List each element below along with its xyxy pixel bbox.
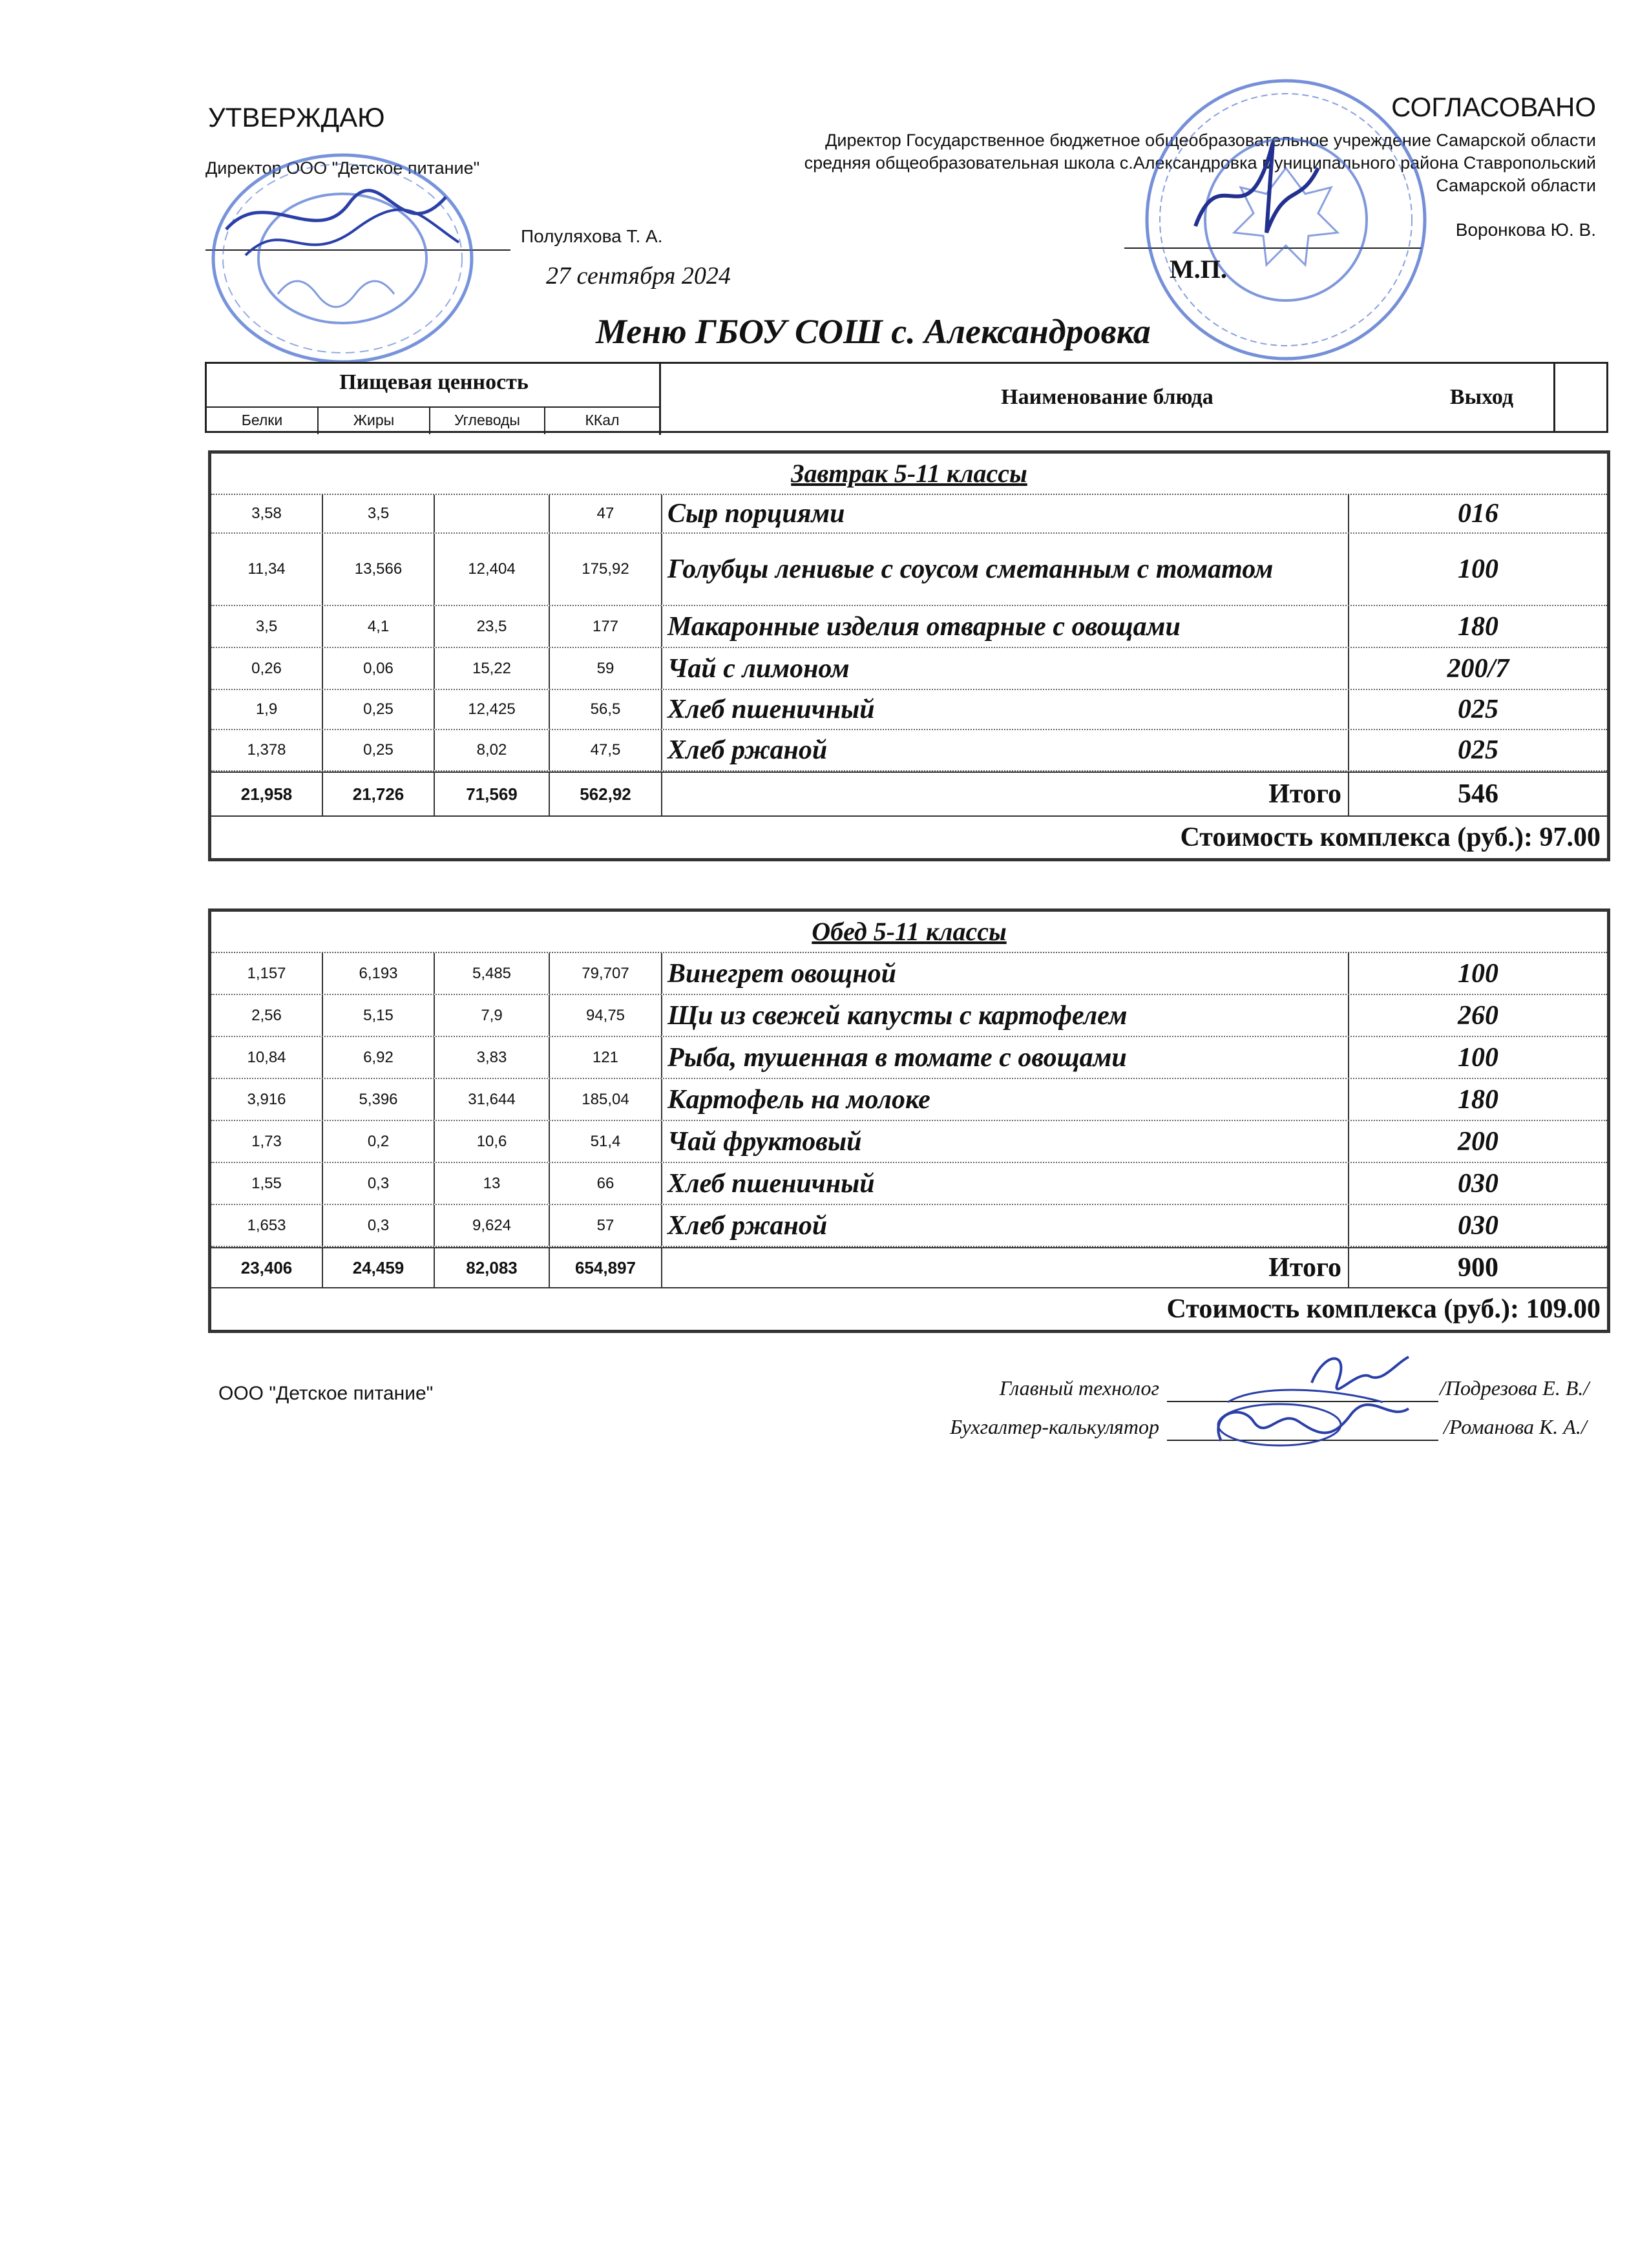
approve-title: УТВЕРЖДАЮ xyxy=(208,102,385,132)
col-fat: Жиры xyxy=(319,408,430,434)
table-row xyxy=(211,1205,1607,1247)
agree-name: Воронкова Ю. В. xyxy=(1455,220,1596,240)
table-row xyxy=(211,1121,1607,1163)
table-row xyxy=(211,606,1607,648)
total-kcal: 562,92 xyxy=(550,773,662,815)
cell-protein: 1,653 xyxy=(211,1205,323,1246)
cell-kcal: 47,5 xyxy=(550,730,662,770)
cell-fat: 0,3 xyxy=(323,1163,435,1204)
cell-protein: 1,73 xyxy=(211,1121,323,1162)
cell-fat: 13,566 xyxy=(323,534,435,605)
cell-carbs xyxy=(435,495,550,532)
col-dish: Наименование блюда xyxy=(661,364,1555,431)
cell-protein: 3,916 xyxy=(211,1079,323,1120)
total-protein: 21,958 xyxy=(211,773,323,815)
cell-carbs: 7,9 xyxy=(435,995,550,1036)
cell-dish: Сыр порциями xyxy=(662,495,1349,532)
total-output: 900 xyxy=(1458,1253,1498,1283)
cell-fat: 3,5 xyxy=(323,495,435,532)
cell-fat: 6,92 xyxy=(323,1037,435,1078)
cell-fat: 4,1 xyxy=(323,606,435,647)
cell-carbs: 23,5 xyxy=(435,606,550,647)
table-row xyxy=(211,495,1607,534)
cell-carbs: 31,644 xyxy=(435,1079,550,1120)
total-carbs: 82,083 xyxy=(435,1248,550,1287)
cell-fat: 5,15 xyxy=(323,995,435,1036)
right-stamp-seal xyxy=(1137,78,1434,381)
cost-row: Стоимость комплекса (руб.): 97.00 xyxy=(211,815,1607,858)
cell-kcal: 94,75 xyxy=(550,995,662,1036)
cell-protein: 11,34 xyxy=(211,534,323,605)
cell-fat: 5,396 xyxy=(323,1079,435,1120)
total-label: Итого xyxy=(662,773,1349,815)
accountant-role: Бухгалтер-калькулятор xyxy=(950,1415,1159,1438)
cell-carbs: 9,624 xyxy=(435,1205,550,1246)
footer-org: ООО "Детское питание" xyxy=(218,1383,434,1404)
total-kcal: 654,897 xyxy=(550,1248,662,1287)
cell-protein: 1,157 xyxy=(211,953,323,994)
cell-kcal: 175,92 xyxy=(550,534,662,605)
footer-signatures xyxy=(1202,1344,1434,1454)
agree-title: СОГЛАСОВАНО xyxy=(1391,92,1596,122)
cell-output: 200/7 xyxy=(1447,653,1509,684)
section-title: Обед 5-11 классы xyxy=(211,912,1607,953)
cell-dish: Хлеб ржаной xyxy=(662,1205,1349,1246)
total-fat: 21,726 xyxy=(323,773,435,815)
cell-kcal: 177 xyxy=(550,606,662,647)
page-title: Меню ГБОУ СОШ с. Александровка xyxy=(596,312,1151,351)
cell-kcal: 47 xyxy=(550,495,662,532)
table-header xyxy=(205,362,1608,433)
cell-protein: 3,5 xyxy=(211,606,323,647)
total-output: 546 xyxy=(1458,779,1498,809)
cell-dish: Рыба, тушенная в томате с овощами xyxy=(662,1037,1349,1078)
table-row xyxy=(211,953,1607,995)
cell-output: 025 xyxy=(1458,695,1498,724)
cell-kcal: 59 xyxy=(550,648,662,689)
cell-carbs: 5,485 xyxy=(435,953,550,994)
cell-dish: Чай фруктовый xyxy=(662,1121,1349,1162)
col-output: Выход xyxy=(1449,385,1514,409)
cell-dish: Чай с лимоном xyxy=(662,648,1349,689)
approve-name: Полуляхова Т. А. xyxy=(521,226,663,246)
cell-protein: 0,26 xyxy=(211,648,323,689)
cell-dish: Картофель на молоке xyxy=(662,1079,1349,1120)
cell-output: 100 xyxy=(1458,1042,1498,1073)
table-row xyxy=(211,730,1607,772)
cell-output: 260 xyxy=(1458,1000,1498,1031)
cell-output: 025 xyxy=(1458,735,1498,765)
cell-dish: Хлеб пшеничный xyxy=(662,1163,1349,1204)
cell-dish: Винегрет овощной xyxy=(662,953,1349,994)
cell-protein: 1,9 xyxy=(211,690,323,729)
cell-fat: 0,3 xyxy=(323,1205,435,1246)
cell-kcal: 66 xyxy=(550,1163,662,1204)
cell-carbs: 15,22 xyxy=(435,648,550,689)
cost-row: Стоимость комплекса (руб.): 109.00 xyxy=(211,1287,1607,1330)
cell-protein: 10,84 xyxy=(211,1037,323,1078)
cell-kcal: 79,707 xyxy=(550,953,662,994)
section-breakfast xyxy=(208,450,1610,861)
col-protein: Белки xyxy=(207,408,319,434)
total-row xyxy=(211,772,1607,815)
cell-fat: 0,2 xyxy=(323,1121,435,1162)
total-protein: 23,406 xyxy=(211,1248,323,1287)
cell-protein: 1,55 xyxy=(211,1163,323,1204)
agree-role: Директор Государственное бюджетное общеобразовательное учреждение Самарской области средняя общеобразовательная школа с.Александровка муниципального района Ставропольский Самарской области xyxy=(804,131,1596,195)
technologist-name: /Подрезова Е. В./ xyxy=(1440,1376,1590,1400)
section-title: Завтрак 5-11 классы xyxy=(211,454,1607,495)
cell-output: 100 xyxy=(1458,554,1498,584)
cell-kcal: 121 xyxy=(550,1037,662,1078)
cell-protein: 1,378 xyxy=(211,730,323,770)
cell-dish: Макаронные изделия отварные с овощами xyxy=(662,606,1349,647)
cell-output: 180 xyxy=(1458,1084,1498,1115)
cell-protein: 2,56 xyxy=(211,995,323,1036)
cell-fat: 0,25 xyxy=(323,730,435,770)
total-carbs: 71,569 xyxy=(435,773,550,815)
left-stamp-seal xyxy=(187,145,491,378)
cell-output: 180 xyxy=(1458,611,1498,642)
cell-carbs: 12,404 xyxy=(435,534,550,605)
col-carbs: Углеводы xyxy=(430,408,545,434)
total-fat: 24,459 xyxy=(323,1248,435,1287)
table-row xyxy=(211,690,1607,730)
cell-kcal: 185,04 xyxy=(550,1079,662,1120)
cell-fat: 0,25 xyxy=(323,690,435,729)
cell-carbs: 8,02 xyxy=(435,730,550,770)
cell-kcal: 51,4 xyxy=(550,1121,662,1162)
cell-fat: 0,06 xyxy=(323,648,435,689)
technologist-role: Главный технолог xyxy=(999,1376,1159,1400)
cell-dish: Хлеб пшеничный xyxy=(662,690,1349,729)
stamp-mp-label: М.П. xyxy=(1170,255,1227,284)
accountant-name: /Романова К. А./ xyxy=(1444,1415,1587,1438)
cell-carbs: 3,83 xyxy=(435,1037,550,1078)
cell-output: 030 xyxy=(1458,1210,1498,1241)
cell-kcal: 56,5 xyxy=(550,690,662,729)
cell-dish: Голубцы ленивые с соусом сметанным с томатом xyxy=(662,534,1349,605)
nutrition-label: Пищевая ценность xyxy=(339,370,529,394)
total-label: Итого xyxy=(662,1248,1349,1287)
nutrition-header xyxy=(207,364,661,435)
cell-dish: Хлеб ржаной xyxy=(662,730,1349,770)
table-row xyxy=(211,534,1607,606)
cell-carbs: 10,6 xyxy=(435,1121,550,1162)
cell-dish: Щи из свежей капусты с картофелем xyxy=(662,995,1349,1036)
section-lunch xyxy=(208,908,1610,1333)
cell-output: 200 xyxy=(1458,1126,1498,1157)
table-row xyxy=(211,1163,1607,1205)
nutrition-subheaders xyxy=(207,406,659,434)
total-row xyxy=(211,1247,1607,1287)
cell-kcal: 57 xyxy=(550,1205,662,1246)
table-row xyxy=(211,995,1607,1037)
approve-role: Директор ООО "Детское питание" xyxy=(205,158,480,178)
cell-protein: 3,58 xyxy=(211,495,323,532)
cell-output: 030 xyxy=(1458,1168,1498,1199)
col-kcal: ККал xyxy=(585,412,620,428)
cell-output: 100 xyxy=(1458,958,1498,989)
cell-carbs: 12,425 xyxy=(435,690,550,729)
approve-date: 27 сентября 2024 xyxy=(546,262,731,289)
table-row xyxy=(211,1079,1607,1121)
table-row xyxy=(211,1037,1607,1079)
cell-fat: 6,193 xyxy=(323,953,435,994)
table-row xyxy=(211,648,1607,690)
cell-carbs: 13 xyxy=(435,1163,550,1204)
cell-output: 016 xyxy=(1458,499,1498,529)
